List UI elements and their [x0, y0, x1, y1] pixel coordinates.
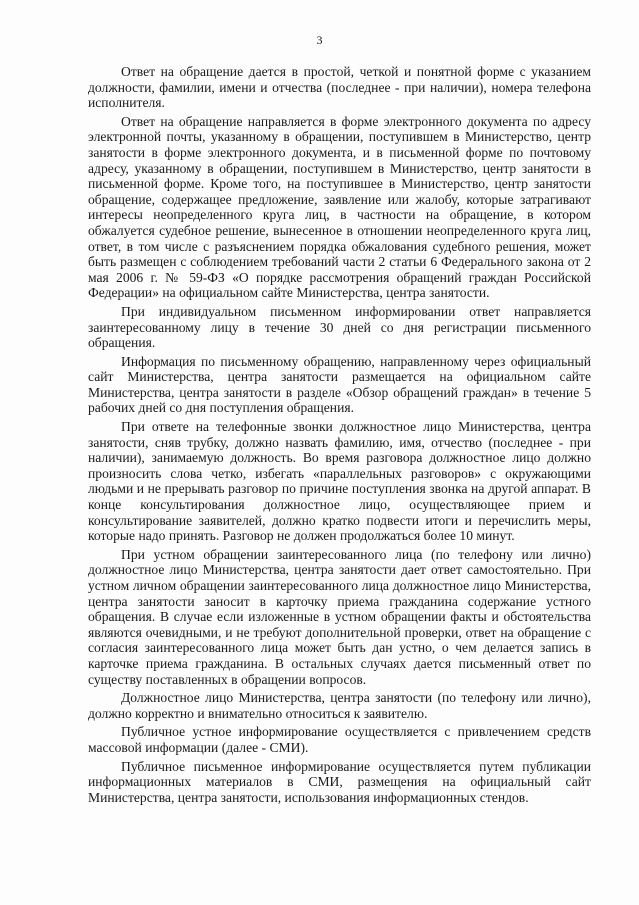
paragraph-public-written-info: Публичное письменное информирование осуществляется путем публикации информационных материалов в СМИ, размещения на официальный сайт Министерства, центра занятости, использования информационных стендов. — [88, 758, 591, 805]
paragraph-website-appeals: Информация по письменному обращению, направленному через официальный сайт Министерства, центра занятости размещается на официальном сайте Министерства, центра занятости в разделе «Обзор обращений граждан» в течение 5 рабочих дней со дня поступления обращения. — [88, 353, 591, 416]
paragraph-response-delivery: Ответ на обращение направляется в форме электронного документа по адресу электронной почты, указанному в обращении, поступившем в Министерство, центр занятости в форме электронного документа, и в письменной форме по почтовому адресу, указанному в обращении, поступившем в Министерство, центр занятости в письменной форме. Кроме того, на поступившее в Министерство, центр занятости обращение, содержащее предложение, заявление или жалобу, которые затрагивают интересы неопределенного круга лиц, в частности на обращение, в котором обжалуется судебное решение, вынесенное в отношении неопределенного круга лиц, ответ, в том числе с разъяснением порядка обжалования судебного решения, может быть размещен с соблюдением требований части 2 статьи 6 Федерального закона от 2 мая 2006 г. № 59-ФЗ «О порядке рассмотрения обращений граждан Российской Федерации» на официальном сайте Министерства, центра занятости. — [88, 113, 591, 301]
paragraph-public-oral-info: Публичное устное информирование осуществляется с привлечением средств массовой информации (далее - СМИ). — [88, 724, 591, 755]
page-number: 3 — [316, 33, 323, 47]
paragraph-official-conduct: Должностное лицо Министерства, центра занятости (по телефону или лично), должно корректно и внимательно относиться к заявителю. — [88, 690, 591, 721]
paragraph-phone-calls: При ответе на телефонные звонки должностное лицо Министерства, центра занятости, сняв трубку, должно назвать фамилию, имя, отчество (последнее - при наличии), занимаемую должность. Во время разговора должностное лицо должно произносить слова четко, избегать «параллельных разговоров» с окружающими людьми и не прерывать разговор по причине поступления звонка на другой аппарат. В конце консультирования должностное лицо, осуществляющее прием и консультирование заявителей, должно кратко подвести итоги и перечислить меры, которые надо принять. Разговор не должен продолжаться более 10 минут. — [88, 419, 591, 544]
paragraph-individual-written-info: При индивидуальном письменном информировании ответ направляется заинтересованному лицу в течение 30 дней со дня регистрации письменного обращения. — [88, 303, 591, 351]
document-body — [88, 64, 591, 808]
paragraph-oral-appeals: При устном обращении заинтересованного лица (по телефону или лично) должностное лицо Министерства, центра занятости дает ответ самостоятельно. При устном личном обращении заинтересованного лица должностное лицо Министерства, центра занятости заносит в карточку приема гражданина содержание устного обращения. В случае если изложенные в устном обращении факты и обстоятельства являются очевидными, и не требуют дополнительной проверки, ответ на обращение с согласия заинтересованного лица может быть дан устно, о чем делается запись в карточке приема гражданина. В остальных случаях дается письменный ответ по существу поставленных в обращении вопросов. — [88, 546, 591, 687]
paragraph-response-form: Ответ на обращение дается в простой, четкой и понятной форме с указанием должности, фамилии, имени и отчества (последнее - при наличии), номера телефона исполнителя. — [88, 64, 591, 111]
